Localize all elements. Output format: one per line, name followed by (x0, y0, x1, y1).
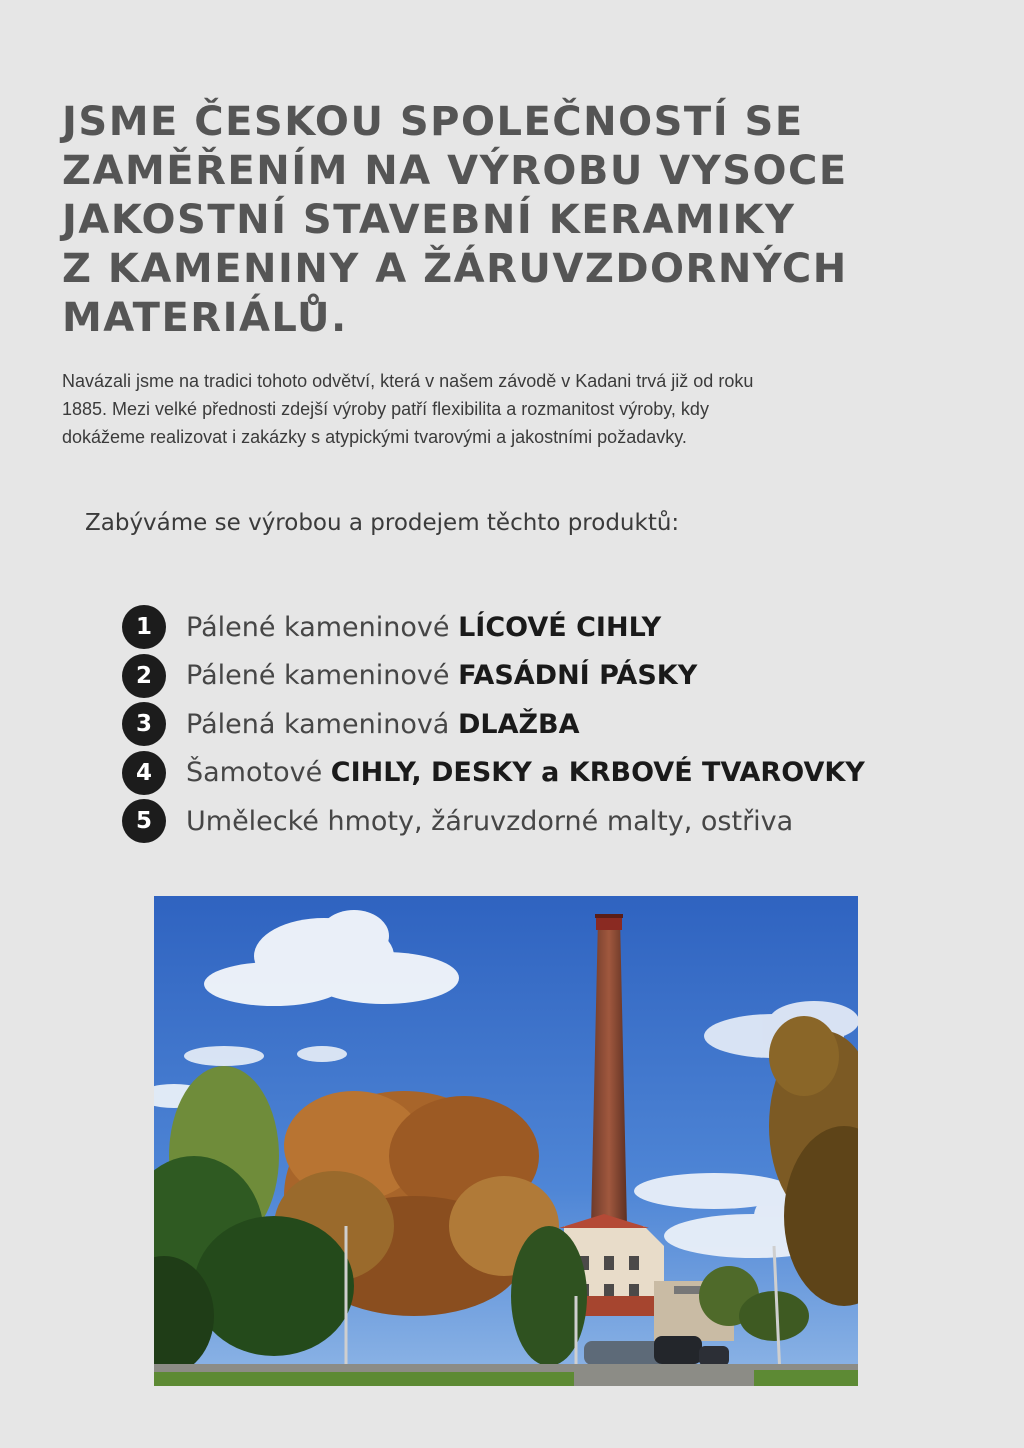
product-text (186, 757, 865, 788)
headline-line: Z KAMENINY A ŽÁRUVZDORNÝCH (62, 246, 848, 292)
product-text (186, 660, 697, 691)
number-badge: 3 (122, 702, 166, 746)
product-text (186, 612, 661, 643)
product-text (186, 806, 793, 837)
intro-line: 1885. Mezi velké přednosti zdejší výroby patří flexibilita a rozmanitost výroby, kdy (62, 399, 709, 419)
headline-line: MATERIÁLŮ. (62, 295, 348, 341)
product-item (122, 797, 865, 846)
product-text (186, 709, 580, 740)
factory-photo (154, 896, 858, 1386)
headline-line: JSME ČESKOU SPOLEČNOSTÍ SE (62, 99, 804, 145)
product-item (122, 652, 865, 701)
grass (754, 1370, 858, 1386)
product-highlight: CIHLY, DESKY a KRBOVÉ TVAROVKY (330, 757, 865, 789)
number-badge: 5 (122, 799, 166, 843)
products-lead: Zabýváme se výrobou a prodejem těchto produktů: (85, 510, 680, 536)
intro-paragraph (62, 367, 962, 451)
headline-line: JAKOSTNÍ STAVEBNÍ KERAMIKY (62, 197, 796, 243)
product-prefix: Umělecké hmoty, žáruvzdorné malty, ostřiva (186, 805, 794, 837)
headline-line: ZAMĚŘENÍM NA VÝROBU VYSOCE (62, 148, 848, 194)
intro-line: Navázali jsme na tradici tohoto odvětví, která v našem závodě v Kadani trvá již od roku (62, 371, 754, 391)
product-highlight: LÍCOVÉ CIHLY (458, 611, 662, 643)
product-prefix: Pálené kameninové (186, 611, 459, 643)
product-highlight: DLAŽBA (457, 708, 580, 740)
number-badge: 4 (122, 751, 166, 795)
factory-photo-illustration (154, 896, 858, 1386)
intro-line: dokážeme realizovat i zakázky s atypickými tvarovými a jakostními požadavky. (62, 427, 687, 447)
product-item (122, 700, 865, 749)
number-badge: 2 (122, 654, 166, 698)
product-list (122, 603, 865, 846)
product-highlight: FASÁDNÍ PÁSKY (458, 660, 698, 692)
product-prefix: Pálené kameninové (186, 660, 459, 692)
product-item (122, 749, 865, 798)
product-item (122, 603, 865, 652)
number-badge: 1 (122, 605, 166, 649)
grass (154, 1372, 574, 1386)
headline (62, 98, 962, 343)
product-prefix: Pálená kameninová (186, 708, 458, 740)
product-prefix: Šamotové (186, 757, 331, 789)
